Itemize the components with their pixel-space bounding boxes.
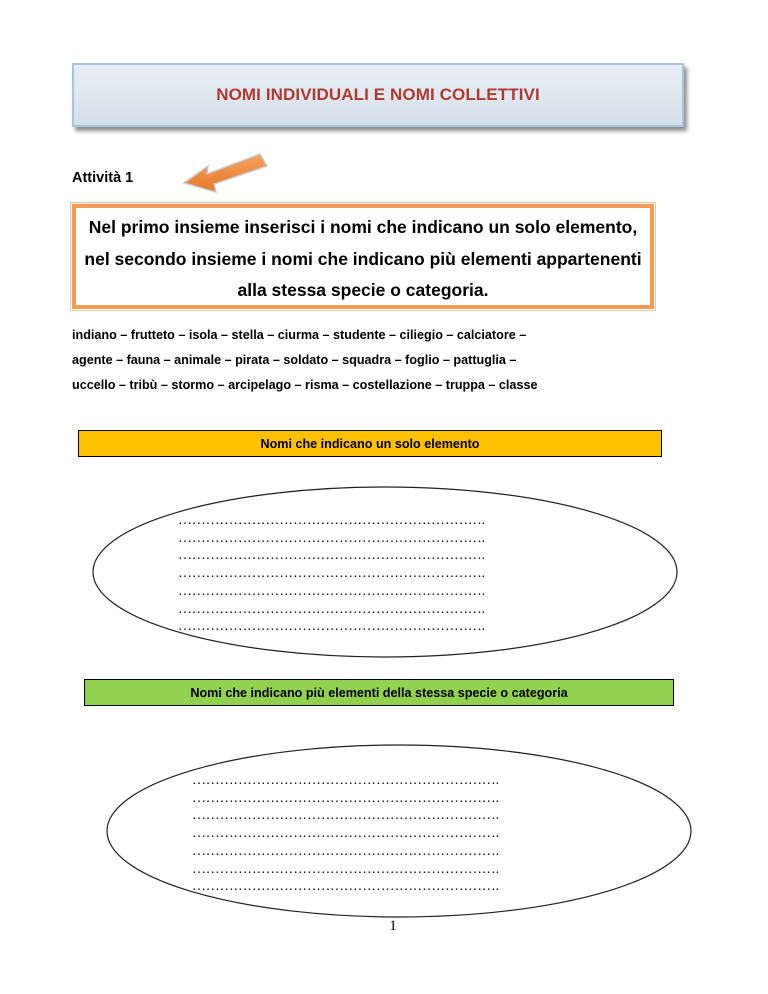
set2-header: Nomi che indicano più elementi della stessa specie o categoria [84, 679, 674, 706]
answer-line[interactable]: …………………………………………………………. [178, 619, 485, 635]
activity-label: Attività 1 [72, 170, 134, 186]
answer-line[interactable]: …………………………………………………………. [178, 530, 485, 546]
instructions-text: Nel primo insieme inserisci i nomi che indicano un solo elemento, nel secondo insieme i nomi che indicano più elementi appartenenti alla stessa specie o categoria. [84, 217, 642, 300]
answer-line[interactable]: …………………………………………………………. [192, 879, 499, 895]
set1-header: Nomi che indicano un solo elemento [78, 430, 662, 457]
title-banner [72, 63, 684, 127]
answer-line[interactable]: …………………………………………………………. [178, 513, 485, 528]
answer-line[interactable]: …………………………………………………………. [178, 601, 485, 617]
page-number: 1 [389, 918, 397, 934]
answer-line[interactable]: …………………………………………………………. [178, 566, 485, 582]
answer-line[interactable]: …………………………………………………………. [178, 548, 485, 564]
set2-ellipse [104, 742, 694, 920]
answer-line[interactable]: …………………………………………………………. [192, 808, 499, 824]
answer-line[interactable]: …………………………………………………………. [192, 861, 499, 877]
answer-line[interactable]: …………………………………………………………. [192, 843, 499, 859]
word-line: uccello – tribù – stormo – arcipelago – risma – costellazione – truppa – classe [72, 378, 538, 392]
arrow-left-icon [178, 148, 270, 196]
word-line: agente – fauna – animale – pirata – soldato – squadra – foglio – pattuglia – [72, 353, 517, 367]
answer-line[interactable]: …………………………………………………………. [192, 826, 499, 842]
answer-line[interactable]: …………………………………………………………. [192, 790, 499, 806]
instructions-box [72, 204, 654, 309]
word-line: indiano – frutteto – isola – stella – ciurma – studente – ciliegio – calciatore – [72, 328, 527, 342]
page-title: NOMI INDIVIDUALI E NOMI COLLETTIVI [216, 85, 540, 104]
answer-line[interactable]: …………………………………………………………. [178, 583, 485, 599]
word-list [72, 323, 692, 398]
answer-line[interactable]: …………………………………………………………. [192, 773, 499, 788]
set1-ellipse [90, 484, 680, 660]
